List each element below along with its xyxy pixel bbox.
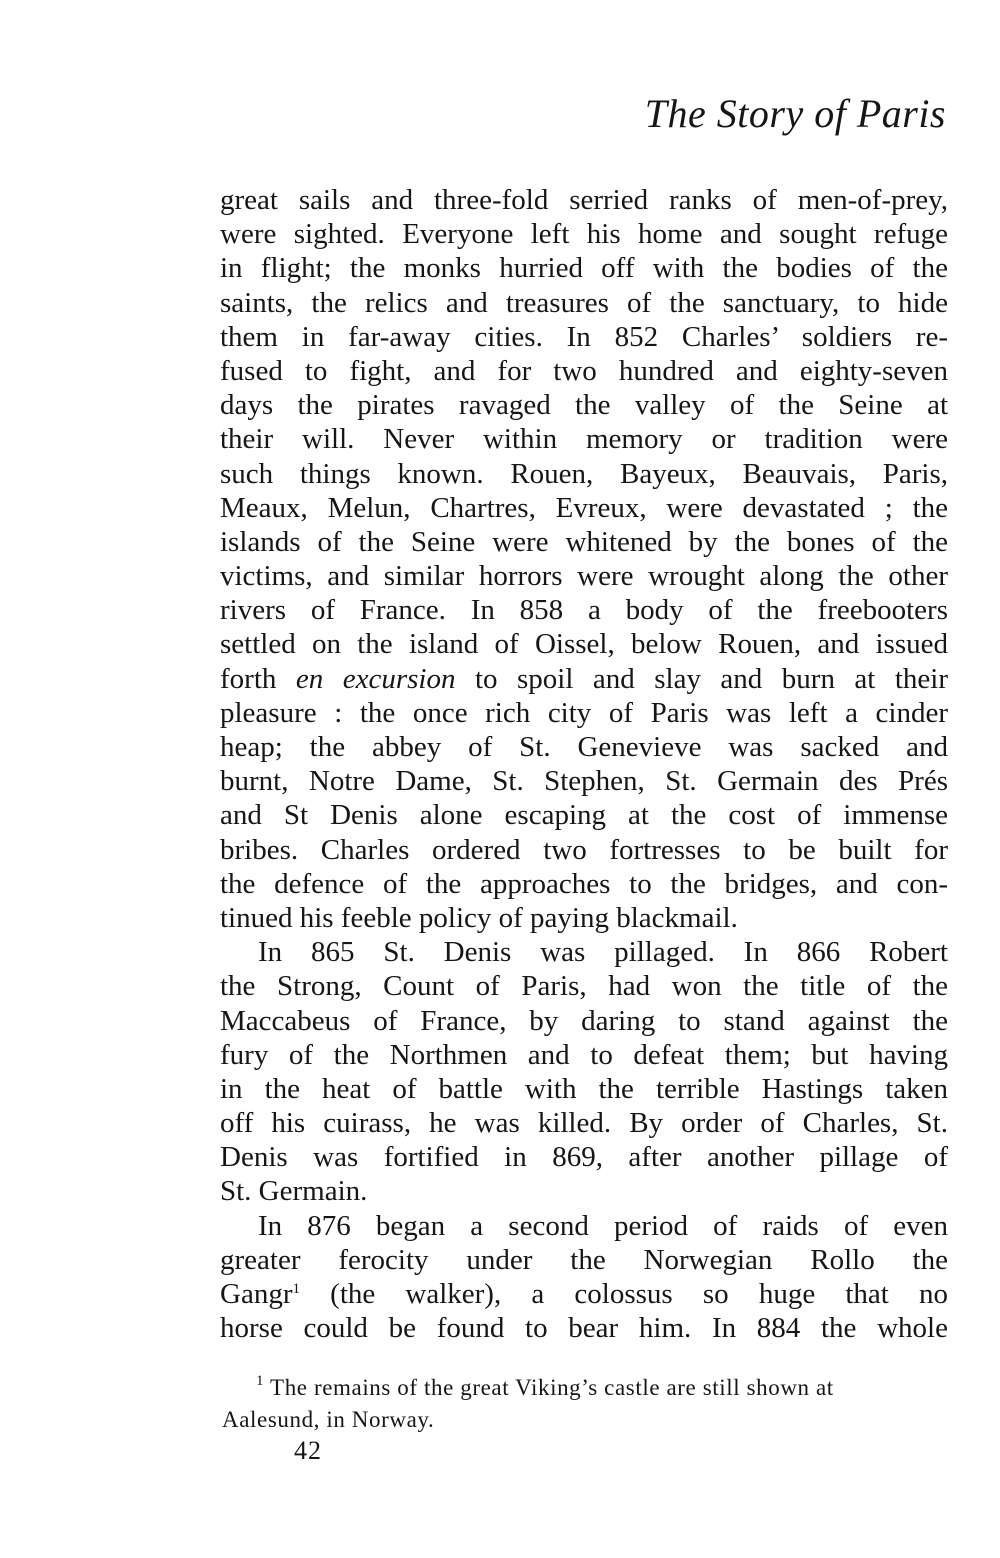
text-line xyxy=(220,1277,948,1311)
text-line: off his cuirass, he was killed. By order of Charles, St. xyxy=(220,1107,948,1140)
text-line: settled on the island of Oissel, below Rouen, and issued xyxy=(220,628,948,661)
text-line: horse could be found to bear him. In 884 the whole xyxy=(220,1312,948,1345)
text-fragment: to spoil and slay and burn at their xyxy=(474,662,948,695)
text-line: heap; the abbey of St. Genevieve was sacked and xyxy=(220,731,948,763)
text-line: Maccabeus of France, by daring to stand against the xyxy=(220,1004,948,1037)
text-line: Denis was fortified in 869, after another pillage of xyxy=(220,1141,948,1174)
page-number: 42 xyxy=(294,1436,322,1465)
text-fragment: forth xyxy=(220,662,277,695)
text-line: saints, the relics and treasures of the sanctuary, to hide xyxy=(220,286,948,319)
italic-phrase: en excursion xyxy=(295,662,456,695)
footnote-line: Aalesund, in Norway. xyxy=(222,1407,435,1432)
text-line: pleasure : the once rich city of Paris was left a cinder xyxy=(220,696,948,729)
text-line: fury of the Northmen and to defeat them; but having xyxy=(220,1038,948,1071)
text-line: such things known. Rouen, Bayeux, Beauvais, Paris, xyxy=(220,457,948,490)
text-line: great sails and three-fold serried ranks of men-of-prey, xyxy=(220,184,948,216)
text-line: them in far-away cities. In 852 Charles’ soldiers re- xyxy=(220,320,948,353)
footnote-marker: 1 xyxy=(292,1281,300,1297)
text-fragment: Gangr xyxy=(220,1278,293,1310)
text-line: the defence of the approaches to the bridges, and con- xyxy=(220,867,948,900)
text-line: were sighted. Everyone left his home and sought refuge xyxy=(220,218,948,251)
running-head: The Story of Paris xyxy=(644,91,946,136)
text-line: St. Germain. xyxy=(220,1175,368,1208)
text-line: in flight; the monks hurried off with the bodies of the xyxy=(220,252,948,285)
text-line: Meaux, Melun, Chartres, Evreux, were devastated ; the xyxy=(220,491,948,524)
text-line: victims, and similar horrors were wrought along the other xyxy=(220,560,948,593)
text-line: their will. Never within memory or tradition were xyxy=(220,423,948,456)
text-line: greater ferocity under the Norwegian Rollo the xyxy=(220,1243,948,1276)
paragraph-first-line: In 876 began a second period of raids of even xyxy=(258,1209,948,1242)
text-line: in the heat of battle with the terrible Hastings taken xyxy=(220,1072,948,1105)
text-line: burnt, Notre Dame, St. Stephen, St. Germain des Prés xyxy=(220,765,948,798)
text-line: rivers of France. In 858 a body of the freebooters xyxy=(220,594,948,627)
body-text xyxy=(220,183,948,1345)
text-line: fused to fight, and for two hundred and eighty-seven xyxy=(220,354,948,387)
paragraph-first-line: In 865 St. Denis was pillaged. In 866 Robert xyxy=(258,936,948,969)
text-line: the Strong, Count of Paris, had won the title of the xyxy=(220,970,948,1003)
text-line: bribes. Charles ordered two fortresses to be built for xyxy=(220,833,948,866)
text-fragment: (the walker), a colossus so huge that no xyxy=(330,1278,948,1310)
text-line: and St Denis alone escaping at the cost of immense xyxy=(220,799,948,832)
footnote-line xyxy=(222,1372,948,1404)
text-line xyxy=(220,662,948,696)
footnote-number: 1 xyxy=(256,1373,265,1389)
footnote xyxy=(222,1372,948,1436)
footnote-text: The remains of the great Viking’s castle are still shown at xyxy=(270,1375,834,1400)
text-line: islands of the Seine were whitened by the bones of the xyxy=(220,525,948,558)
text-line: tinued his feeble policy of paying blackmail. xyxy=(220,901,738,934)
text-line: days the pirates ravaged the valley of the Seine at xyxy=(220,389,948,422)
